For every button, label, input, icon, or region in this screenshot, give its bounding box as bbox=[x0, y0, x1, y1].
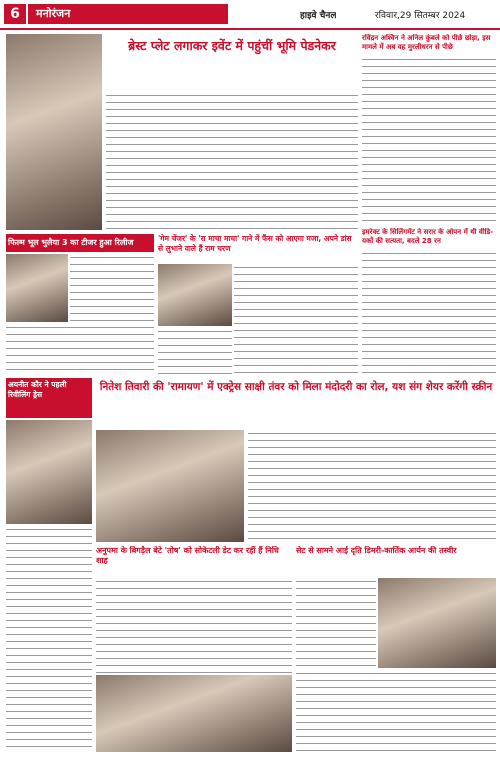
article-imrekt bbox=[362, 228, 496, 248]
article-ramayan-title: नितेश तिवारी की 'रामायण' में एक्ट्रेस साक्षी तंवर को मिला मंदोदरी का रोल, यश संग शेयर करेंगी स्क्रीन bbox=[99, 381, 493, 393]
bhumi-photo bbox=[6, 34, 102, 230]
article-tripti-body-b bbox=[296, 670, 496, 752]
page-number: 6 bbox=[4, 4, 26, 24]
article-avneet-title: अयनीत कौर ने पहली रिवीलिंग ड्रेस bbox=[8, 380, 67, 399]
article-bhool-title: फिल्म भूल भुलैया 3 का टीजर हुआ रिलीज bbox=[8, 238, 134, 247]
article-game-changer-body-b bbox=[158, 328, 232, 374]
article-tripti bbox=[296, 546, 496, 576]
avneet-photo bbox=[6, 420, 92, 524]
article-bhool-body-a bbox=[70, 254, 154, 322]
article-anupama bbox=[96, 546, 292, 576]
sakshi-tanwar-photo bbox=[96, 430, 244, 542]
article-game-changer-body-a bbox=[234, 264, 358, 374]
article-game-changer bbox=[158, 234, 358, 262]
game-changer-photo bbox=[158, 264, 232, 326]
article-avneet-body bbox=[6, 526, 92, 752]
article-anupama-body-a bbox=[96, 578, 292, 673]
anupama-photo bbox=[96, 675, 292, 752]
article-bhumi-body bbox=[106, 92, 358, 230]
article-bhumi bbox=[106, 34, 358, 92]
article-imrekt-body bbox=[362, 250, 496, 375]
article-ashwin-title: रविंद्रन अश्विन ने अनिल कुंबले को पीछे छोड़ा, इस मामले में अब वह मुरलीधरन से पीछे bbox=[362, 34, 491, 51]
article-ashwin bbox=[362, 34, 496, 54]
article-ashwin-body bbox=[362, 56, 496, 226]
article-ramayan bbox=[96, 378, 496, 428]
bhool-bhulaiyaa-photo bbox=[6, 254, 68, 322]
page-header bbox=[0, 0, 500, 28]
article-bhumi-title: ब्रेस्ट प्लेट लगाकर इवेंट में पहुंचीं भूमि पेडनेकर bbox=[128, 38, 336, 53]
article-bhool-body-b bbox=[6, 324, 154, 374]
article-game-changer-title: 'गेम चेंजर' के 'रा माचा माचा' गाने में फैंस को आएगा मजा, अपने डांस से लुभाने वाले हैं राम चरण bbox=[158, 234, 352, 253]
header-rule bbox=[0, 28, 500, 30]
article-tripti-title: सेट से सामने आई दृति डिमरी-कार्तिक आर्यन की तस्वीर bbox=[296, 546, 457, 555]
publication-name: हाइवे चैनल bbox=[300, 11, 337, 21]
issue-date: रविवार,29 सितम्बर 2024 bbox=[375, 11, 466, 21]
article-tripti-body-a bbox=[296, 578, 376, 668]
tripti-kartik-photo bbox=[378, 578, 496, 668]
article-imrekt-title: इमरेक्ट के सिलिंगमेंट ने सरार के ओपन में थी वीडि-यकों की सत्यता, बदले 28 रन bbox=[362, 228, 494, 245]
article-bhool-bhulaiyaa bbox=[6, 234, 154, 252]
article-avneet bbox=[6, 378, 92, 418]
article-ramayan-body bbox=[248, 430, 496, 542]
section-title: मनोरंजन bbox=[28, 4, 228, 24]
article-anupama-title: अनुपमा के बिगड़ैल बेटे 'तोष' को सोकेटली डेट कर रहीं हैं निधि शाह bbox=[96, 546, 279, 565]
